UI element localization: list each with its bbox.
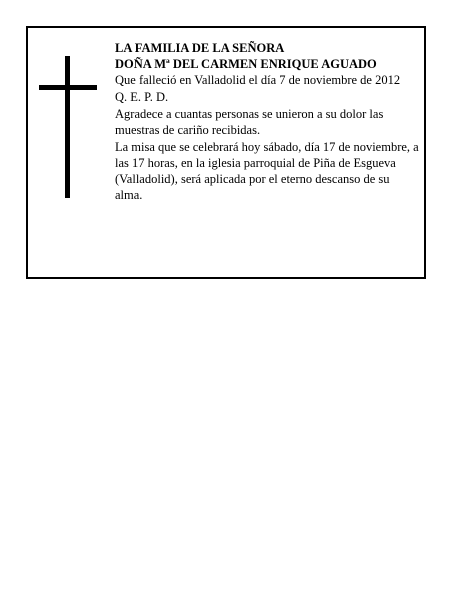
obituary-notice [26,26,426,279]
qepd-text: Q. E. P. D. [115,90,169,104]
cross-horizontal-bar [39,85,97,90]
cross-icon [39,56,97,198]
thanks-text: Agradece a cuantas personas se unieron a su dolor las muestras de cariño recibidas. [115,107,384,137]
cross-vertical-bar [65,56,70,198]
death-statement: Que falleció en Valladolid el día 7 de noviembre de 2012 [115,73,401,87]
deceased-name: DOÑA Mª DEL CARMEN ENRIQUE AGUADO [115,57,377,71]
mass-announcement: La misa que se celebrará hoy sábado, día 17 de noviembre, a las 17 horas, en la iglesia parroquial de Piña de Esgueva (Valladolid), será aplicada por el eterno descanso de su alma. [115,140,419,202]
notice-text [115,40,420,203]
family-heading: LA FAMILIA DE LA SEÑORA [115,41,285,55]
